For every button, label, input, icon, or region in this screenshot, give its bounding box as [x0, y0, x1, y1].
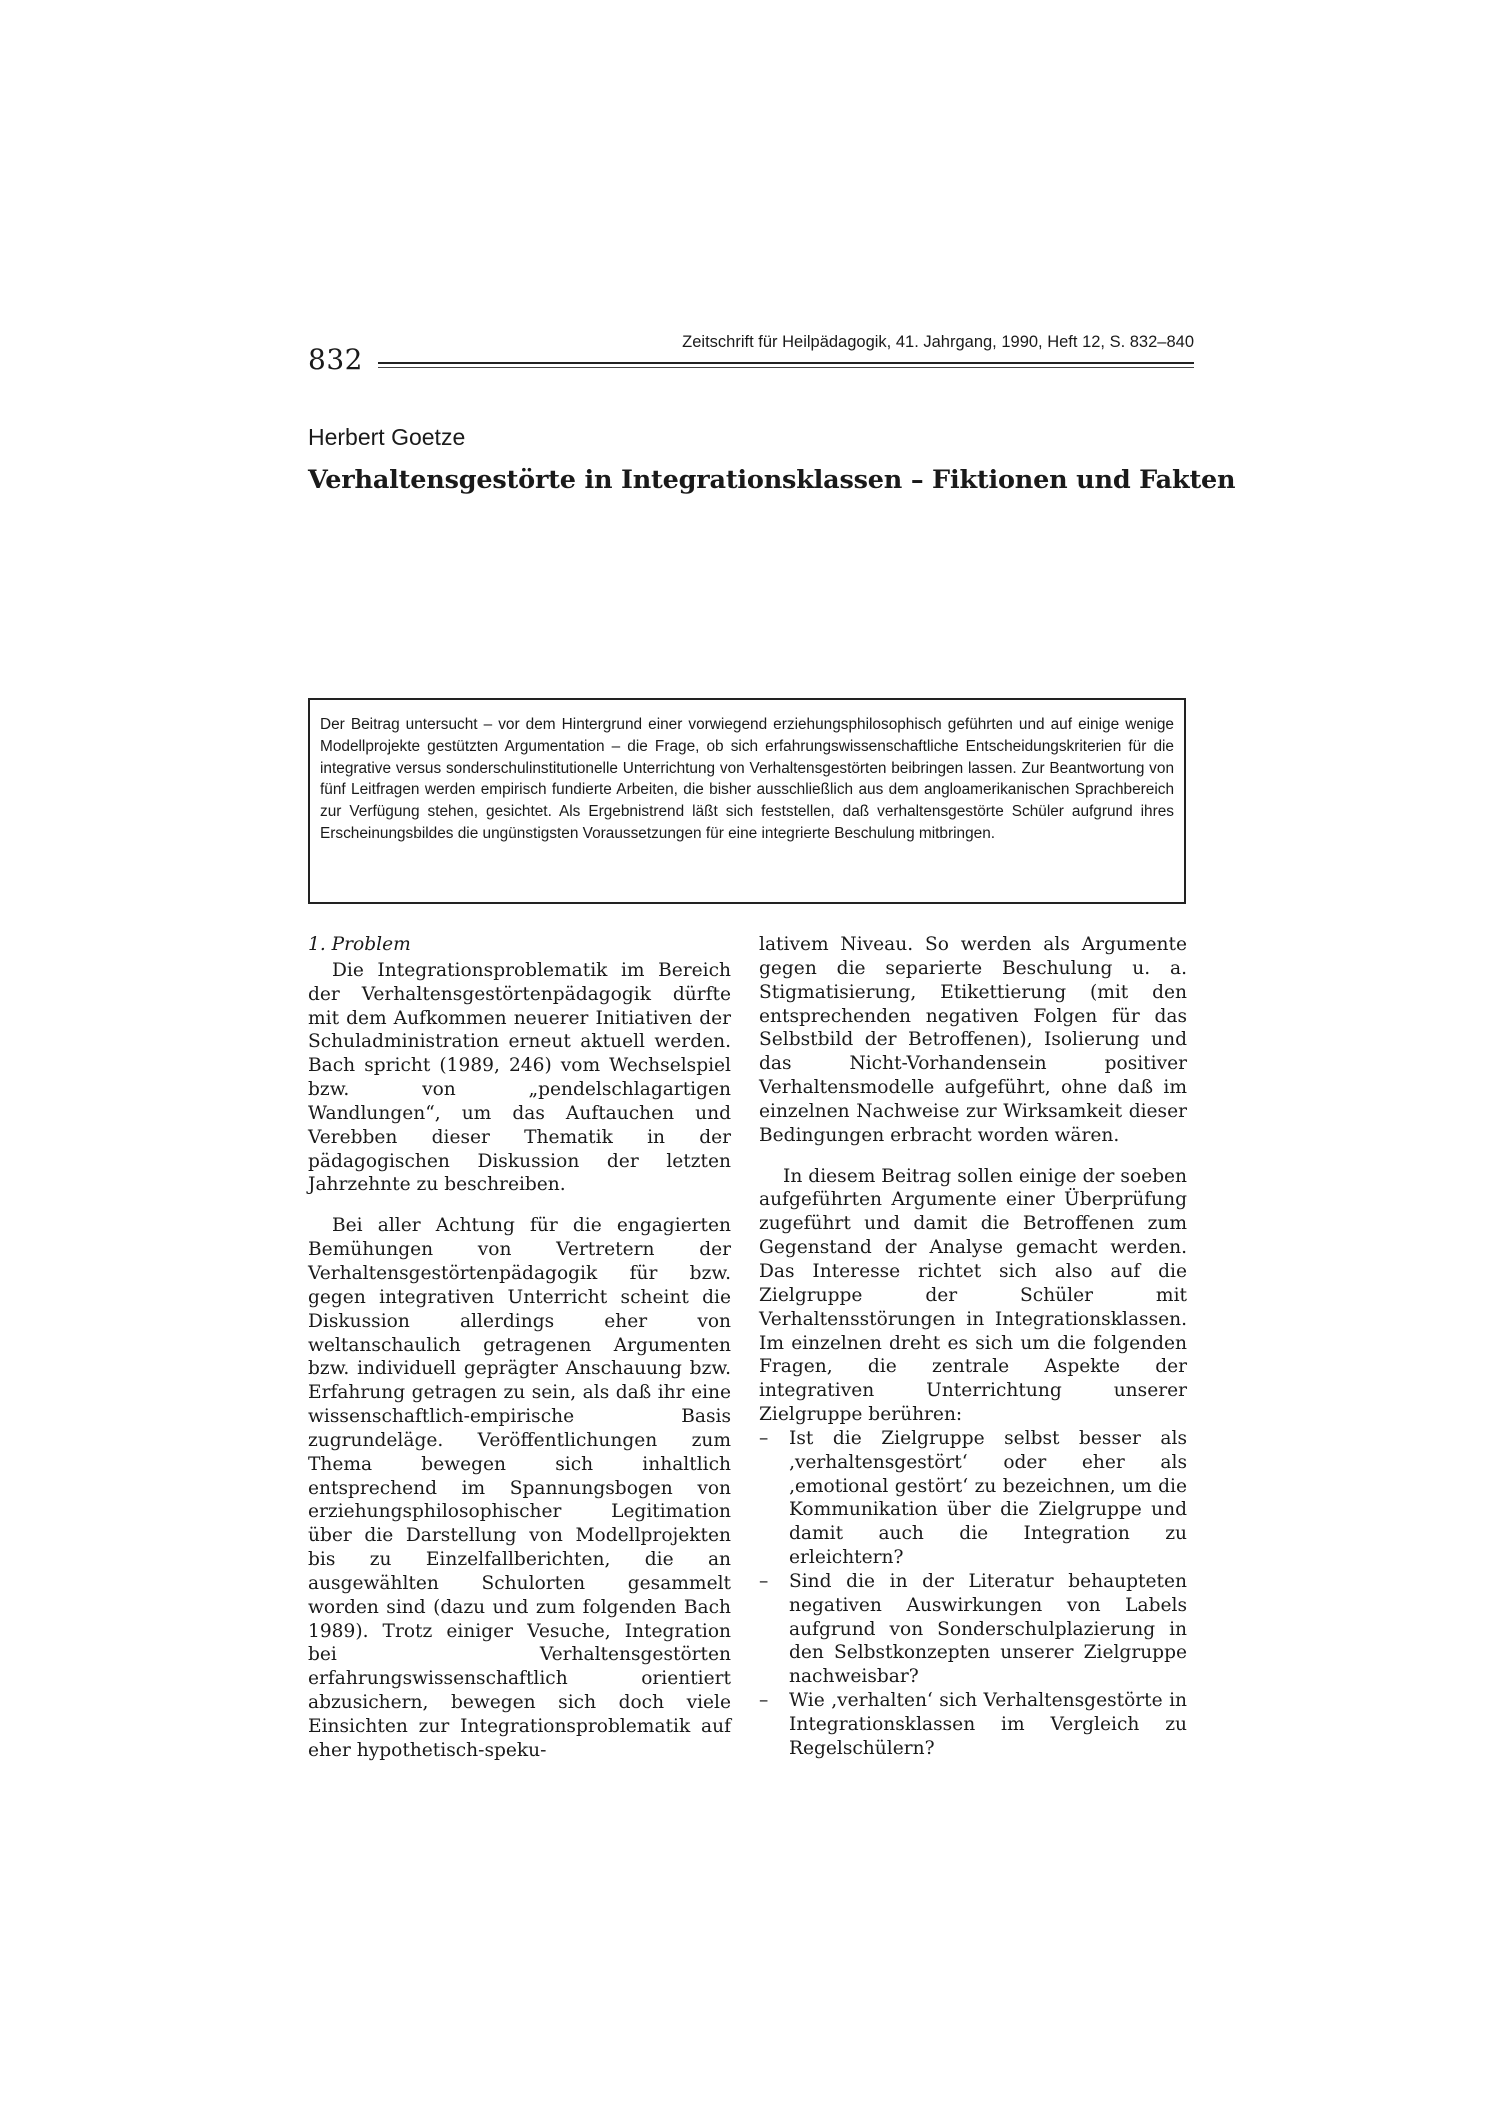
paragraph: Bei aller Achtung für die engagierten Bemühungen von Vertretern der Verhaltensgestörtenpädagogik für bzw. gegen integrativen Unterricht scheint die Diskussion allerdings eher von weltanschaulich getragenen Argumenten bzw. individuell geprägter Anschauung bzw. Erfahrung getragen zu sein, als daß ihr eine wissenschaftlich-empirische Basis zugrundeläge. Veröffentlichungen zum Thema bewegen sich inhaltlich entsprechend im Spannungsbogen von erziehungsphilosophischer Legitimation über die Darstellung von Modellprojekten bis zu Einzelfallberichten, die an ausgewählten Schulorten gesammelt worden sind (dazu und zum folgenden Bach 1989). Trotz einiger Vesuche, Integration bei Verhaltensgestörten erfahrungswissenschaftlich orientiert abzusichern, bewegen sich doch viele Einsichten zur Integrationsproblematik auf eher hypothetisch-speku-: [308, 1215, 731, 1761]
question-item: [759, 1570, 1187, 1689]
left-column: [308, 933, 731, 1780]
dash-bullet: –: [759, 1690, 769, 1712]
page-number: 832: [308, 343, 363, 376]
question-text: Sind die in der Literatur behaupteten negativen Auswirkungen von Labels aufgrund von Sonderschulplazierung in den Selbstkonzepten unserer Zielgruppe nachweisbar?: [789, 1570, 1187, 1688]
author-name: Herbert Goetze: [308, 424, 466, 450]
journal-reference: Zeitschrift für Heilpädagogik, 41. Jahrgang, 1990, Heft 12, S. 832–840: [682, 333, 1194, 351]
paragraph-continued: lativem Niveau. So werden als Argumente gegen die separierte Beschulung u. a. Stigmatisierung, Etikettierung (mit den entsprechenden negativen Folgen für das Selbstbild der Betroffenen), Isolierung und das Nicht-Vorhandensein positiver Verhaltensmodelle aufgeführt, ohne daß im einzelnen Nachweise zur Wirksamkeit dieser Bedingungen erbracht worden wären.: [759, 934, 1187, 1146]
dash-bullet: –: [759, 1570, 769, 1592]
header-rule: [378, 362, 1194, 368]
paragraph: In diesem Beitrag sollen einige der soeben aufgeführten Argumente einer Überprüfung zugeführt und damit die Betroffenen zum Gegenstand der Analyse gemacht werden. Das Interesse richtet sich also auf die Zielgruppe der Schüler mit Verhaltensstörungen in Integrationsklassen. Im einzelnen dreht es sich um die folgenden Fragen, die zentrale Aspekte der integrativen Unterrichtung unserer Zielgruppe berühren:: [759, 1165, 1187, 1426]
question-item: [759, 1689, 1187, 1761]
article-title: Verhaltensgestörte in Integrationsklassen – Fiktionen und Fakten: [308, 465, 1236, 495]
paragraph: Die Integrationsproblematik im Bereich der Verhaltensgestörtenpädagogik dürfte mit dem Aufkommen neuerer Initiativen der Schuladministration erneut aktuell werden. Bach spricht (1989, 246) vom Wechselspiel bzw. von „pendelschlagartigen Wandlungen“, um das Auftauchen und Verebben dieser Thematik in der pädagogischen Diskussion der letzten Jahrzehnte zu beschreiben.: [308, 959, 731, 1196]
dash-bullet: –: [759, 1427, 769, 1449]
abstract-box: Der Beitrag untersucht – vor dem Hintergrund einer vorwiegend erziehungsphilosophisch geführten und auf einige wenige Modellprojekte gestützten Argumentation – die Frage, ob sich erfahrungswissenschaftliche Entscheidungskriterien für die integrative versus sonderschulinstitutionelle Unterrichtung von Verhaltensgestörten beibringen lassen. Zur Beantwortung von fünf Leitfragen werden empirisch fundierte Arbeiten, die bisher ausschließlich aus dem angloamerikanischen Sprachbereich zur Verfügung stehen, gesichtet. Als Ergebnistrend läßt sich feststellen, daß verhaltensgestörte Schüler aufgrund ihres Erscheinungsbildes die ungünstigsten Voraussetzungen für eine integrierte Beschulung mitbringen.: [308, 698, 1186, 904]
question-list: [759, 1427, 1187, 1761]
question-item: [759, 1427, 1187, 1570]
question-text: Ist die Zielgruppe selbst besser als ‚verhaltensgestört‘ oder eher als ‚emotional gestört‘ zu bezeichnen, um die Kommunikation über die Zielgruppe und damit auch die Integration zu erleichtern?: [789, 1427, 1187, 1569]
right-column: [759, 933, 1187, 1761]
section-heading: 1. Problem: [308, 934, 411, 955]
question-text: Wie ‚verhalten‘ sich Verhaltensgestörte in Integrationsklassen im Vergleich zu Regelschülern?: [789, 1690, 1187, 1759]
